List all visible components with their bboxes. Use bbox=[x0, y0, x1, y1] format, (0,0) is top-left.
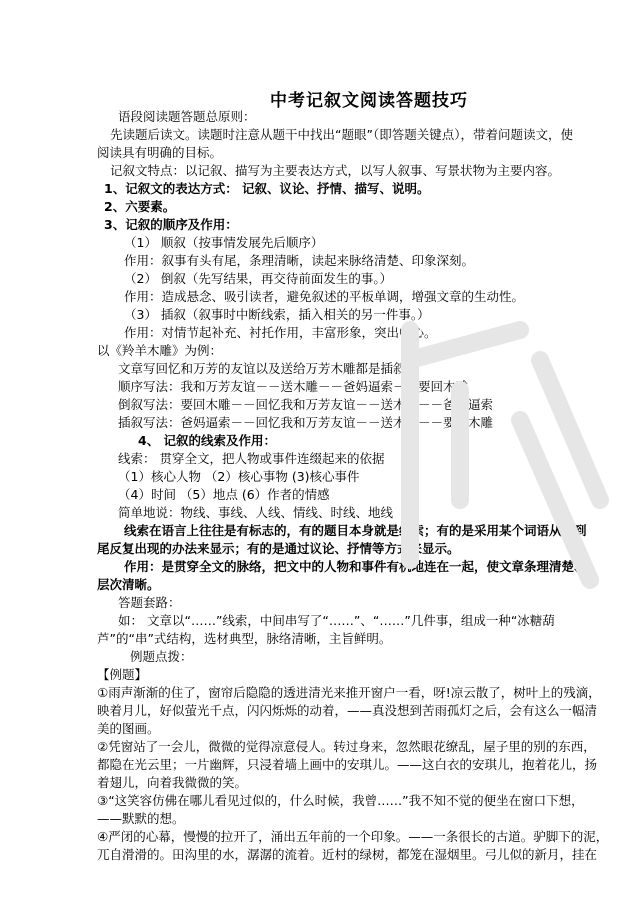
text-line: 答题套路： bbox=[118, 595, 181, 610]
text-line-bold: 层次清晰。 bbox=[97, 577, 160, 592]
text-line: 线索： 贯穿全文，把人物或事件连缀起来的依据 bbox=[118, 451, 385, 466]
section-heading: 2、六要素。 bbox=[104, 199, 176, 214]
text-line: 美的图画。 bbox=[97, 721, 160, 736]
text-line: 都隐在光云里；一片幽辉，只浸着墙上画中的安琪儿。——这白衣的安琪儿，抱着花儿，扬 bbox=[97, 757, 598, 772]
text-line: 文章写回忆和万芳的友谊以及送给万芳木雕都是插叙。 bbox=[118, 361, 419, 376]
example-heading: 【例题】 bbox=[97, 667, 148, 682]
text-line: 倒叙写法：要回木雕－－回忆我和万芳友谊－－送木雕－－爸妈逼索 bbox=[118, 397, 494, 412]
text-line: ①雨声渐渐的住了，窗帘后隐隐的透进清光来推开窗户一看，呀!凉云散了，树叶上的残滴， bbox=[97, 685, 601, 700]
section-heading: 1、记叙文的表达方式： 记叙、议论、抒情、描写、说明。 bbox=[104, 181, 430, 196]
text-line: ——默默的想。 bbox=[97, 811, 185, 826]
section-heading: 3、记叙的顺序及作用： bbox=[104, 217, 238, 232]
text-line: 语段阅读题答题总原则： bbox=[118, 109, 256, 124]
text-line: 以《羚羊木雕》为例： bbox=[97, 343, 223, 358]
text-line: 芦”的“串”式结构，选材典型，脉络清晰，主旨鲜明。 bbox=[97, 631, 392, 646]
text-line: （2） 倒叙（先写结果，再交待前面发生的事。） bbox=[124, 271, 393, 286]
text-line: 着翅儿，向着我微微的笑。 bbox=[97, 775, 248, 790]
text-line: 插叙写法：爸妈逼索－－回忆我和万芳友谊－－送木雕－－要回木雕 bbox=[118, 415, 494, 430]
text-line: （3） 插叙（叙事时中断线索，插入相关的另一件事。） bbox=[124, 307, 430, 322]
text-line: （4）时间 （5）地点 (6）作者的情感 bbox=[118, 487, 330, 502]
text-line: ②凭窗站了一会儿，微微的觉得凉意侵人。转过身来，忽然眼花缭乱，屋子里的别的东西， bbox=[97, 739, 596, 754]
text-line: 兀自滑滑的。田沟里的水，潺潺的流着。近村的绿树，都笼在湿烟里。弓儿似的新月，挂在 bbox=[97, 847, 598, 862]
text-line: 先读题后读文。读题时注意从题干中找出“题眼”（即答题关键点），带着问题读文，使 bbox=[110, 127, 573, 142]
text-line-bold: 作用：是贯穿全文的脉络，把文中的人物和事件有机地连在一起，使文章条理清楚、 bbox=[124, 559, 587, 574]
text-line: 映着月儿，好似萤光千点，闪闪烁烁的动着，——真没想到苦雨孤灯之后，会有这么一幅清 bbox=[97, 703, 598, 718]
text-line: （1）核心人物 （2）核心事物 (3)核心事件 bbox=[118, 469, 360, 484]
text-line: 作用：造成悬念、吸引读者，避免叙述的平板单调，增强文章的生动性。 bbox=[124, 289, 525, 304]
text-line: 作用：对情节起补充、衬托作用，丰富形象，突出中心。 bbox=[124, 325, 437, 340]
text-line: 顺序写法：我和万芳友谊－－送木雕－－爸妈逼索－－要回木雕 bbox=[118, 379, 469, 394]
section-heading: 4、 记叙的线索及作用： bbox=[138, 433, 277, 448]
text-line: ④严闭的心幕，慢慢的拉开了，涌出五年前的一个印象。——一条很长的古道。驴脚下的泥， bbox=[97, 829, 609, 844]
text-line: 简单地说：物线、事线、人线、情线、时线、地线 bbox=[118, 505, 394, 520]
text-line-bold: 尾反复出现的办法来显示；有的是通过议论、抒情等方式来显示。 bbox=[97, 541, 460, 556]
text-line: 如： 文章以“……”线索，中间串写了“……”、“……”几件事，组成一种“冰糖葫 bbox=[118, 613, 555, 628]
text-line: 阅读具有明确的目标。 bbox=[97, 145, 223, 160]
text-line: 记叙文特点：以记叙、描写为主要表达方式，以写人叙事、写景状物为主要内容。 bbox=[110, 163, 561, 178]
page-title: 中考记叙文阅读答题技巧 bbox=[270, 91, 468, 111]
text-line: ③“这笑容仿佛在哪儿看见过似的，什么时候，我曾……”我不知不觉的便坐在窗口下想， bbox=[97, 793, 584, 808]
text-line: 例题点拨： bbox=[130, 649, 193, 664]
text-line: （1） 顺叙（按事情发展先后顺序） bbox=[124, 235, 324, 250]
text-line: 作用：叙事有头有尾，条理清晰，读起来脉络清楚、印象深刻。 bbox=[124, 253, 475, 268]
text-line-bold: 线索在语言上往往是有标志的，有的题目本身就是线索；有的是采用某个词语从头到 bbox=[124, 523, 587, 538]
